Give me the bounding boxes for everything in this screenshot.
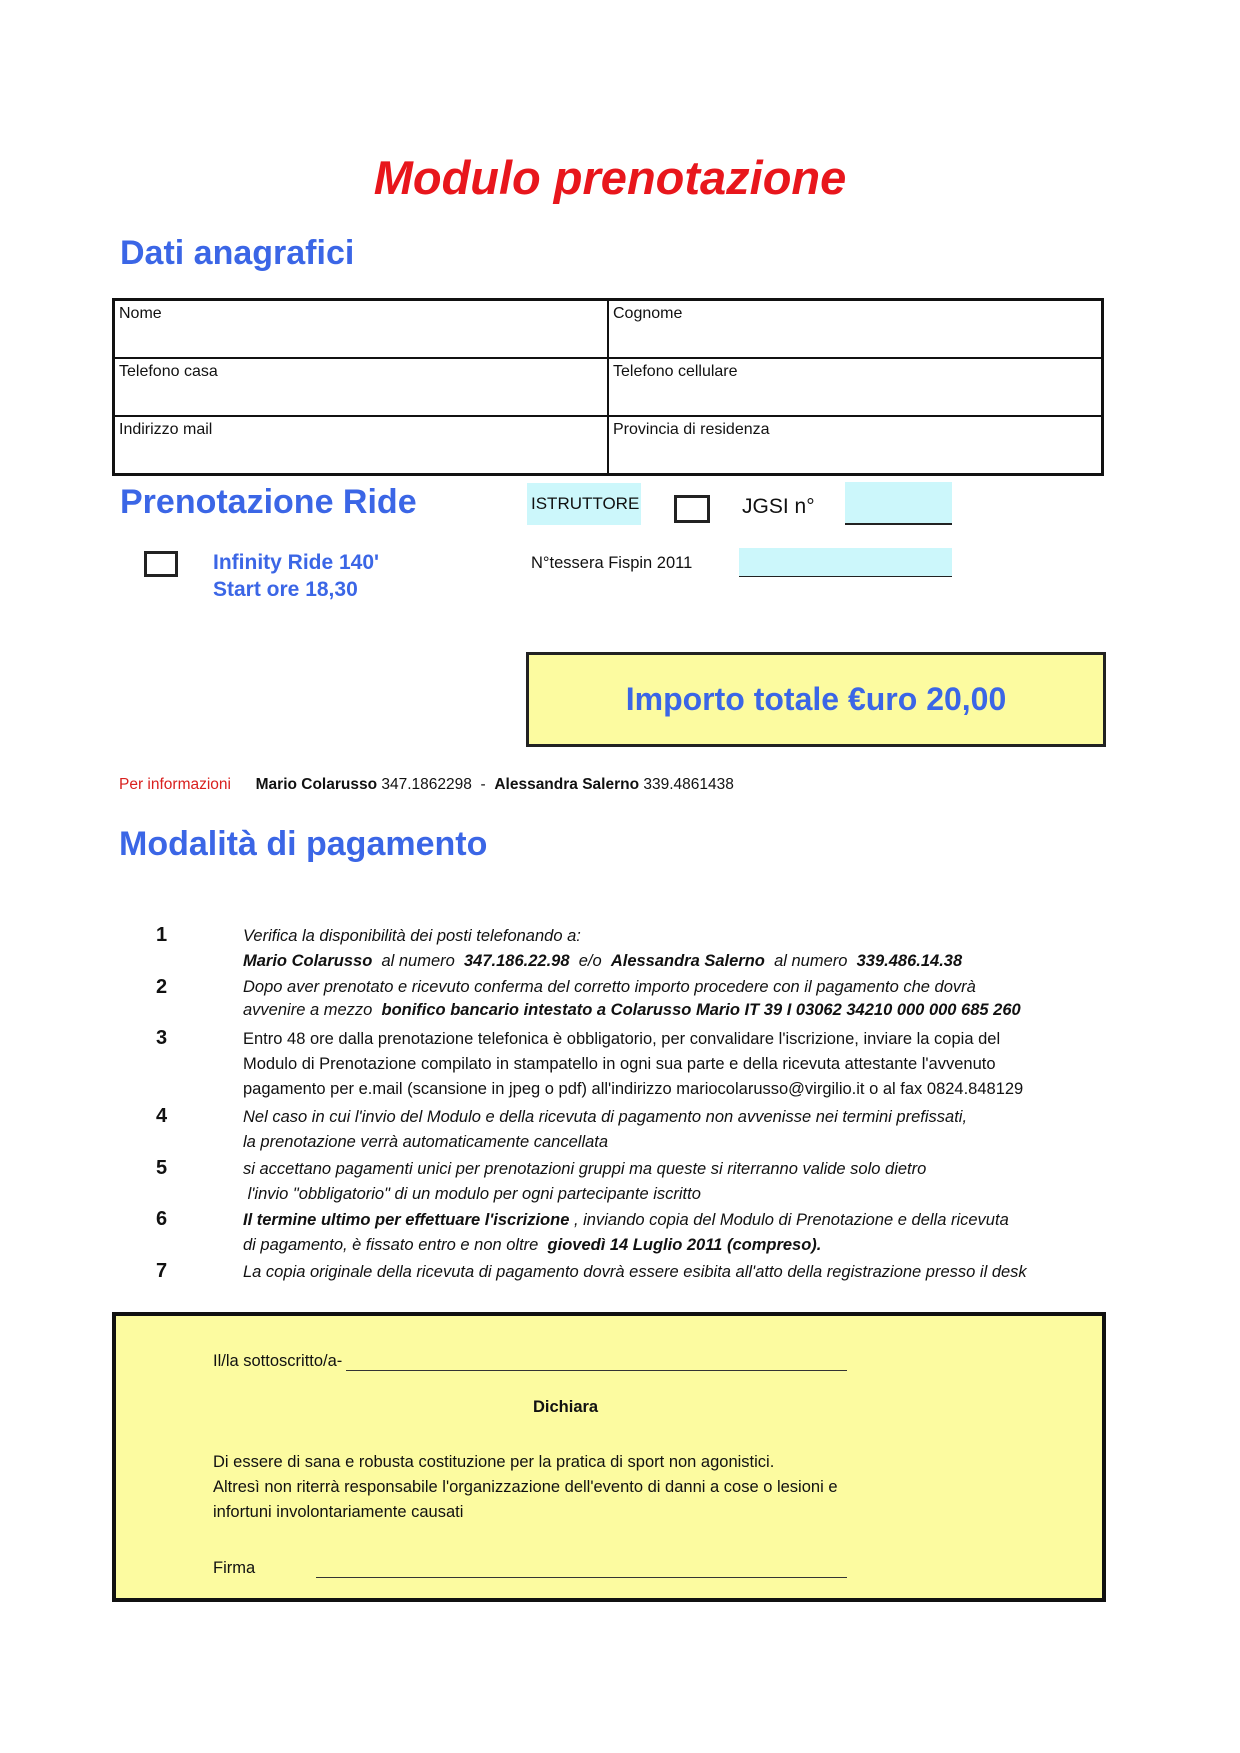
istruttore-label: ISTRUTTORE [527, 483, 641, 525]
step-number: 4 [156, 1105, 168, 1127]
info-name2: Alessandra Salerno [494, 776, 640, 793]
field-telefono-casa[interactable] [114, 358, 609, 416]
step-text [243, 924, 962, 976]
step-line: pagamento per e.mail (scansione in jpeg o pdf) all'indirizzo mariocolarusso@virgilio.it o al fax 0824.848129 [243, 1080, 1024, 1098]
field-cognome[interactable] [608, 300, 1103, 359]
list-item [156, 1157, 1106, 1208]
step-line: Verifica la disponibilità dei posti telefonando a: [243, 927, 581, 945]
field-label: Cognome [613, 305, 683, 322]
list-item [156, 976, 1106, 1027]
field-telefono-cellulare[interactable] [608, 358, 1103, 416]
info-line [119, 776, 734, 794]
jgsi-label: JGSI n° [742, 495, 815, 518]
istruttore-checkbox[interactable] [674, 495, 710, 523]
payment-steps [156, 924, 1106, 1290]
tessera-input[interactable] [739, 548, 952, 577]
dichiarazione-box [112, 1312, 1106, 1602]
step-text [243, 1105, 967, 1157]
step-line: Dopo aver prenotato e ricevuto conferma del corretto importo procedere con il pagamento che dovrà [243, 978, 976, 996]
field-label: Telefono cellulare [613, 363, 738, 380]
anagrafica-table [112, 298, 1104, 476]
step-number: 1 [156, 924, 168, 946]
step-line: Nel caso in cui l'invio del Modulo e della ricevuta di pagamento non avvenisse nei termini prefissati, [243, 1108, 968, 1126]
sottoscritto-input-line[interactable] [346, 1370, 847, 1371]
info-phone1: 347.1862298 [381, 776, 472, 793]
info-label: Per informazioni [119, 776, 231, 793]
step-line: La copia originale della ricevuta di pagamento dovrà essere esibita all'atto della registrazione presso il desk [243, 1263, 1027, 1281]
step-text [243, 1208, 1009, 1260]
importo-box [526, 652, 1106, 747]
field-label: Provincia di residenza [613, 421, 770, 438]
list-item [156, 1027, 1106, 1105]
step-line: di pagamento, è fissato entro e non oltre giovedì 14 Luglio 2011 (compreso). [243, 1236, 822, 1254]
step-line: avvenire a mezzo bonifico bancario intestato a Colarusso Mario IT 39 I 03062 34210 000 000 685 260 [243, 1001, 1021, 1019]
list-item [156, 1260, 1106, 1290]
ride-name: Infinity Ride 140' [213, 551, 380, 574]
tessera-label: N°tessera Fispin 2011 [531, 554, 693, 572]
field-nome[interactable] [114, 300, 609, 359]
step-text [243, 976, 1021, 1027]
step-number: 2 [156, 976, 168, 998]
step-number: 6 [156, 1208, 168, 1230]
step-line: l'invio "obbligatorio" di un modulo per ogni partecipante iscritto [243, 1185, 701, 1203]
section-heading-prenotazione: Prenotazione Ride [120, 483, 417, 521]
step-line: Entro 48 ore dalla prenotazione telefonica è obbligatorio, per convalidare l'iscrizione, inviare la copia del [243, 1030, 1001, 1048]
firma-input-line[interactable] [316, 1577, 847, 1578]
ride-option [213, 549, 379, 603]
importo-totale: Importo totale €uro 20,00 [625, 681, 1007, 717]
info-separator: - [480, 776, 486, 793]
list-item [156, 1105, 1106, 1157]
list-item [156, 1208, 1106, 1260]
field-provincia[interactable] [608, 416, 1103, 475]
step-number: 5 [156, 1157, 168, 1179]
ride-checkbox[interactable] [144, 551, 178, 577]
dichiarazione-line: Di essere di sana e robusta costituzione per la pratica di sport non agonistici. [213, 1453, 775, 1471]
field-indirizzo-mail[interactable] [114, 416, 609, 475]
ride-start: Start ore 18,30 [213, 578, 358, 601]
step-number: 3 [156, 1027, 168, 1049]
field-label: Nome [119, 305, 162, 322]
jgsi-input[interactable] [845, 482, 952, 525]
section-heading-anagrafici: Dati anagrafici [120, 234, 355, 272]
form-title: Modulo prenotazione [373, 151, 847, 204]
step-text [243, 1027, 1023, 1105]
list-item [156, 924, 1106, 976]
step-number: 7 [156, 1260, 168, 1282]
section-heading-pagamento: Modalità di pagamento [119, 825, 488, 863]
step-text [243, 1260, 1027, 1290]
step-line: Modulo di Prenotazione compilato in stampatello in ogni sua parte e della ricevuta attestante l'avvenuto [243, 1055, 996, 1073]
step-line: si accettano pagamenti unici per prenotazioni gruppi ma queste si riterranno valide solo dietro [243, 1160, 927, 1178]
field-label: Indirizzo mail [119, 421, 213, 438]
info-phone2: 339.4861438 [643, 776, 734, 793]
dichiarazione-line: Altresì non riterrà responsabile l'organizzazione dell'evento di danni a cose o lesioni e [213, 1478, 838, 1496]
firma-label: Firma [213, 1559, 256, 1577]
step-line: Il termine ultimo per effettuare l'iscrizione , inviando copia del Modulo di Prenotazione e della ricevuta [243, 1211, 1009, 1229]
step-line: la prenotazione verrà automaticamente cancellata [243, 1133, 609, 1151]
dichiarazione-text [213, 1450, 838, 1525]
step-text [243, 1157, 926, 1208]
step-line: Mario Colarusso al numero 347.186.22.98 e/o Alessandra Salerno al numero 339.486.14.38 [243, 952, 963, 970]
dichiarazione-line: infortuni involontariamente causati [213, 1503, 464, 1521]
dichiara-heading: Dichiara [533, 1398, 599, 1416]
field-label: Telefono casa [119, 363, 218, 380]
info-name1: Mario Colarusso [255, 776, 378, 793]
sottoscritto-label: Il/la sottoscritto/a- [213, 1352, 343, 1370]
